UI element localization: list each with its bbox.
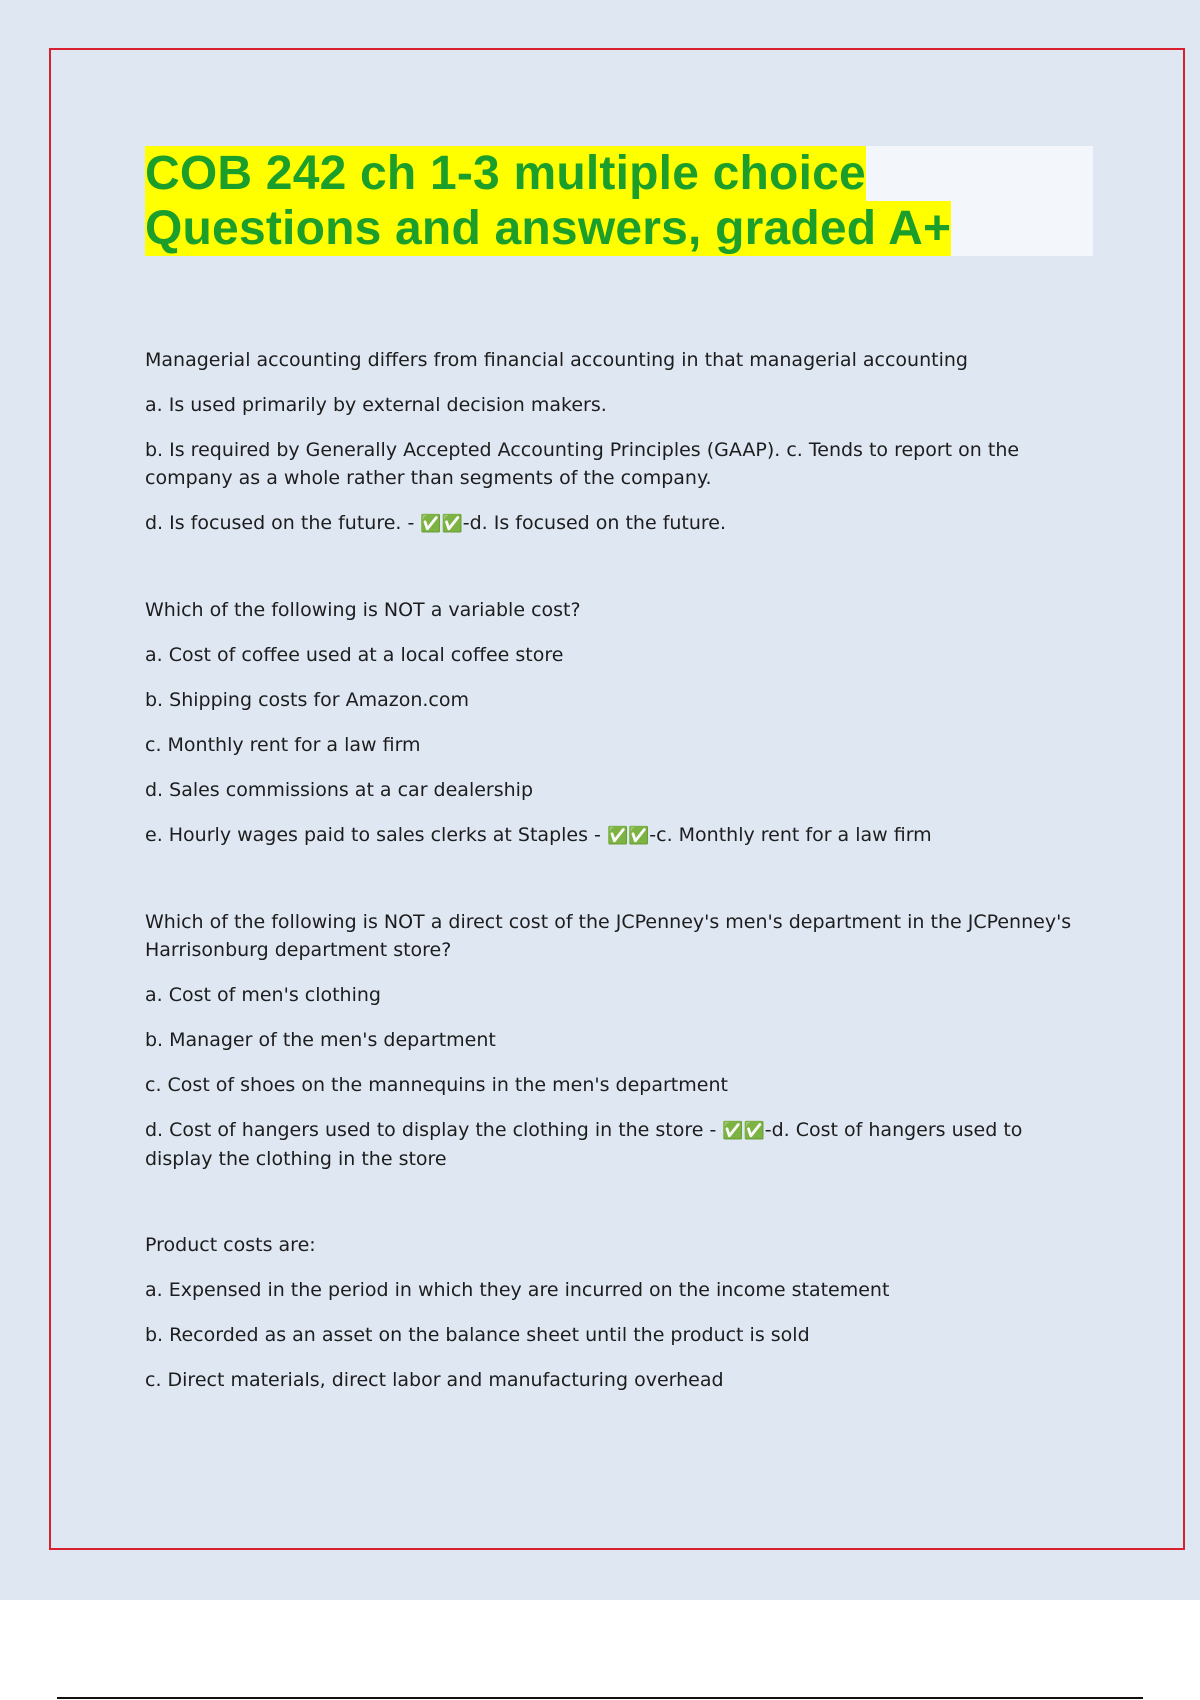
- option-text: d. Is focused on the future. -: [145, 512, 415, 534]
- option-text: d. Cost of hangers used to display the clothing in the store -: [145, 1119, 717, 1141]
- answer-option: b. Is required by Generally Accepted Accounting Principles (GAAP). c. Tends to report on the company as a whole rather than segments of the company.: [145, 439, 1020, 489]
- answer-option: a. Cost of coffee used at a local coffee store: [145, 644, 564, 666]
- check-mark-icon: ✅✅: [420, 514, 463, 534]
- footer-divider: [57, 1697, 1143, 1699]
- answer-option-with-key: [145, 509, 1095, 538]
- title-line-1: COB 242 ch 1-3 multiple choice: [145, 147, 866, 200]
- question-text: Managerial accounting differs from financial accounting in that managerial accounting: [145, 349, 968, 371]
- check-mark-icon: ✅✅: [722, 1121, 765, 1141]
- question-text: Which of the following is NOT a direct cost of the JCPenney's men's department in the JCPenney's Harrisonburg department store?: [145, 911, 1072, 961]
- answer-option: d. Sales commissions at a car dealership: [145, 779, 534, 801]
- answer-option: b. Shipping costs for Amazon.com: [145, 689, 469, 711]
- correct-answer: -d. Is focused on the future.: [462, 512, 727, 534]
- answer-option: c. Cost of shoes on the mannequins in the men's department: [145, 1074, 728, 1096]
- document-body: [145, 346, 1095, 1411]
- correct-answer: -c. Monthly rent for a law firm: [649, 824, 932, 846]
- answer-option: c. Direct materials, direct labor and manufacturing overhead: [145, 1369, 724, 1391]
- answer-option-with-key: [145, 1116, 1095, 1173]
- question-block: [145, 908, 1095, 1173]
- check-mark-icon: ✅✅: [606, 826, 650, 846]
- answer-option: c. Monthly rent for a law firm: [145, 734, 421, 756]
- answer-option: a. Expensed in the period in which they are incurred on the income statement: [145, 1279, 890, 1301]
- title-line-2: Questions and answers, graded A+: [145, 202, 952, 255]
- answer-option: a. Is used primarily by external decision makers.: [145, 394, 607, 416]
- answer-option: b. Recorded as an asset on the balance sheet until the product is sold: [145, 1324, 810, 1346]
- document-title: [145, 146, 1093, 256]
- correct-answer: -d. Cost of hangers used to display the clothing in the store: [145, 1119, 1023, 1170]
- answer-option-with-key: [145, 821, 1095, 850]
- question-block: [145, 596, 1095, 850]
- question-block: [145, 346, 1095, 538]
- answer-option: b. Manager of the men's department: [145, 1029, 496, 1051]
- answer-option: a. Cost of men's clothing: [145, 984, 381, 1006]
- question-text: Which of the following is NOT a variable cost?: [145, 599, 581, 621]
- question-block: [145, 1231, 1095, 1394]
- question-text: Product costs are:: [145, 1234, 316, 1256]
- option-text: e. Hourly wages paid to sales clerks at Staples -: [145, 824, 601, 846]
